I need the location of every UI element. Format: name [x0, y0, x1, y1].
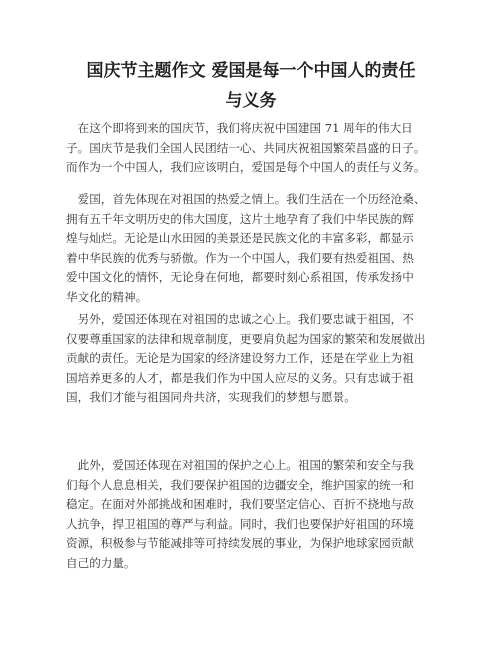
- paragraph-line: 仅要尊重国家的法律和规章制度，更要肩负起为国家的繁荣和发展做出: [66, 331, 426, 346]
- paragraph-line: 国培养更多的人才，都是我们作为中国人应尽的义务。只有忠诚于祖: [66, 370, 414, 385]
- paragraph-line: 资源，积极参与节能减排等可持续发展的事业，为保护地球家园贡献: [66, 536, 414, 551]
- paragraph-2: [66, 190, 446, 308]
- paragraph-line: 煌与灿烂。无论是山水田园的美景还是民族文化的丰富多彩，都显示: [66, 231, 414, 246]
- paragraph-line: 拥有五千年文明历史的伟大国度，这片土地孕育了我们中华民族的辉: [66, 211, 414, 226]
- document-title: [0, 56, 502, 116]
- paragraph-line: 稳定。在面对外部挑战和困难时，我们要坚定信心、百折不挠地与敌: [66, 497, 414, 512]
- paragraph-line: 华文化的精神。: [66, 289, 148, 304]
- title-line-1: 国庆节主题作文 爱国是每一个中国人的责任: [86, 61, 416, 81]
- title-line-2: 与义务: [225, 91, 277, 111]
- paragraph-line: 另外，爱国还体现在对祖国的忠诚之心上。我们要忠诚于祖国，不: [66, 312, 414, 326]
- paragraph-line: 着中华民族的优秀与骄傲。作为一个中国人，我们要有热爱祖国、热: [66, 250, 414, 265]
- paragraph-line: 贡献的责任。无论是为国家的经济建设努力工作，还是在学业上为祖: [66, 351, 414, 366]
- paragraph-line: 在这个即将到来的国庆节，我们将庆祝中国建国 71 周年的伟大日: [66, 121, 413, 135]
- paragraph-1: [66, 119, 446, 178]
- paragraph-line: 而作为一个中国人，我们应该明白，爱国是每个中国人的责任与义务。: [66, 160, 426, 175]
- paragraph-line: 人抗争，捍卫祖国的尊严与利益。同时，我们也要保护好祖国的环境: [66, 516, 414, 531]
- paragraph-line: 们每个人息息相关，我们要保护祖国的边疆安全，维护国家的统一和: [66, 477, 414, 492]
- paragraph-4: [66, 456, 446, 574]
- paragraph-line: 爱国，首先体现在对祖国的热爱之情上。我们生活在一个历经沧桑、: [66, 192, 426, 206]
- paragraph-line: 国，我们才能与祖国同舟共济，实现我们的梦想与愿景。: [66, 390, 356, 405]
- paragraph-line: 此外，爱国还体现在对祖国的保护之心上。祖国的繁荣和安全与我: [66, 458, 414, 472]
- paragraph-3: [66, 310, 446, 408]
- paragraph-line: 子。国庆节是我们全国人民团结一心、共同庆祝祖国繁荣昌盛的日子。: [66, 140, 426, 155]
- paragraph-line: 爱中国文化的情怀，无论身在何地，都要时刻心系祖国，传承发扬中: [66, 270, 414, 285]
- paragraph-line: 自己的力量。: [66, 555, 136, 570]
